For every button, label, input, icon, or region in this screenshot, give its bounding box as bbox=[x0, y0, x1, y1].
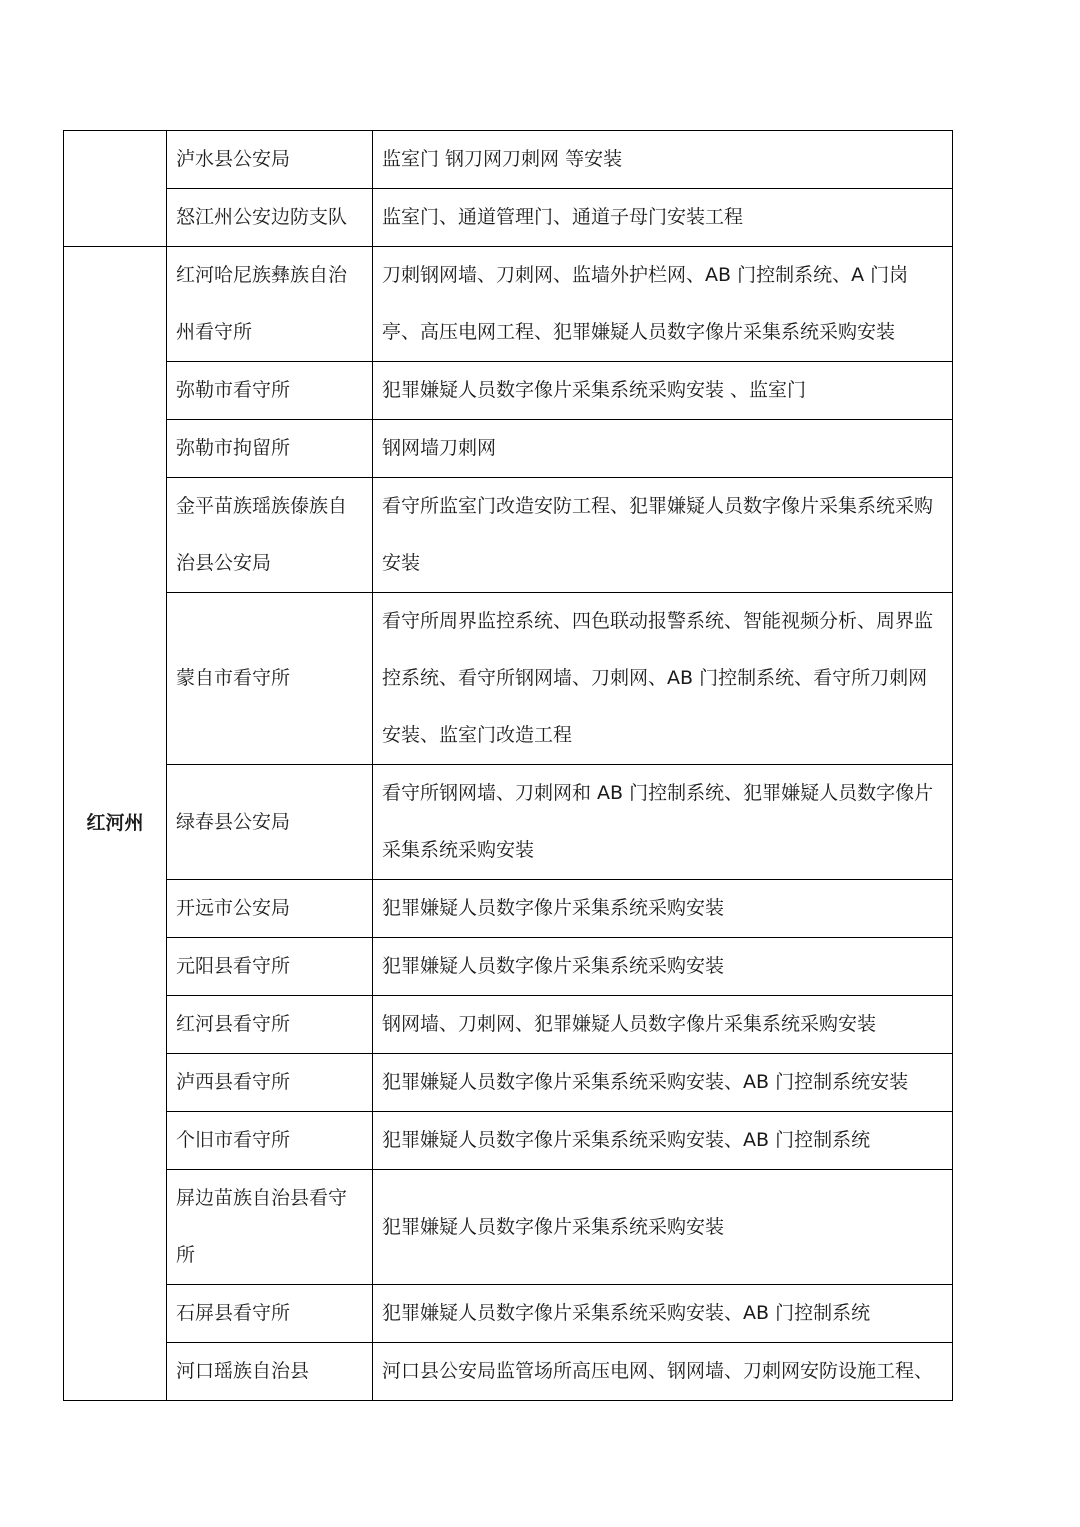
project-cell: 监室门、通道管理门、通道子母门安装工程 bbox=[373, 189, 953, 247]
table-row bbox=[64, 593, 953, 765]
project-cell: 看守所监室门改造安防工程、犯罪嫌疑人员数字像片采集系统采购安装 bbox=[373, 478, 953, 593]
unit-cell: 弥勒市拘留所 bbox=[167, 420, 373, 478]
unit-cell: 泸西县看守所 bbox=[167, 1054, 373, 1112]
table-row bbox=[64, 1170, 953, 1285]
unit-cell: 绿春县公安局 bbox=[167, 765, 373, 880]
unit-cell: 怒江州公安边防支队 bbox=[167, 189, 373, 247]
unit-cell: 石屏县看守所 bbox=[167, 1285, 373, 1343]
table-row bbox=[64, 1112, 953, 1170]
table-row bbox=[64, 1343, 953, 1401]
table-row bbox=[64, 880, 953, 938]
unit-cell: 金平苗族瑶族傣族自治县公安局 bbox=[167, 478, 373, 593]
unit-cell: 开远市公安局 bbox=[167, 880, 373, 938]
unit-cell: 河口瑶族自治县 bbox=[167, 1343, 373, 1401]
table-row bbox=[64, 996, 953, 1054]
unit-cell: 红河县看守所 bbox=[167, 996, 373, 1054]
unit-cell: 弥勒市看守所 bbox=[167, 362, 373, 420]
unit-cell: 元阳县看守所 bbox=[167, 938, 373, 996]
table-row bbox=[64, 938, 953, 996]
region-cell-previous bbox=[64, 131, 167, 247]
table-row bbox=[64, 189, 953, 247]
project-cell: 犯罪嫌疑人员数字像片采集系统采购安装、AB 门控制系统安装 bbox=[373, 1054, 953, 1112]
unit-cell: 红河哈尼族彝族自治州看守所 bbox=[167, 247, 373, 362]
table-row bbox=[64, 131, 953, 189]
unit-cell: 泸水县公安局 bbox=[167, 131, 373, 189]
unit-cell: 个旧市看守所 bbox=[167, 1112, 373, 1170]
table-row bbox=[64, 420, 953, 478]
table-row bbox=[64, 765, 953, 880]
project-table bbox=[63, 130, 953, 1401]
table-row bbox=[64, 1285, 953, 1343]
table-row bbox=[64, 478, 953, 593]
unit-cell: 蒙自市看守所 bbox=[167, 593, 373, 765]
project-cell: 看守所钢网墙、刀刺网和 AB 门控制系统、犯罪嫌疑人员数字像片采集系统采购安装 bbox=[373, 765, 953, 880]
project-cell: 犯罪嫌疑人员数字像片采集系统采购安装 、监室门 bbox=[373, 362, 953, 420]
project-cell: 看守所周界监控系统、四色联动报警系统、智能视频分析、周界监控系统、看守所钢网墙、刀刺网、AB 门控制系统、看守所刀刺网安装、监室门改造工程 bbox=[373, 593, 953, 765]
project-cell: 犯罪嫌疑人员数字像片采集系统采购安装、AB 门控制系统 bbox=[373, 1112, 953, 1170]
project-cell: 犯罪嫌疑人员数字像片采集系统采购安装 bbox=[373, 938, 953, 996]
project-cell: 监室门 钢刀网刀刺网 等安装 bbox=[373, 131, 953, 189]
project-cell: 犯罪嫌疑人员数字像片采集系统采购安装、AB 门控制系统 bbox=[373, 1285, 953, 1343]
unit-cell: 屏边苗族自治县看守所 bbox=[167, 1170, 373, 1285]
project-cell: 犯罪嫌疑人员数字像片采集系统采购安装 bbox=[373, 880, 953, 938]
project-cell: 河口县公安局监管场所高压电网、钢网墙、刀刺网安防设施工程、 bbox=[373, 1343, 953, 1401]
project-cell: 刀刺钢网墙、刀刺网、监墙外护栏网、AB 门控制系统、A 门岗亭、高压电网工程、犯罪嫌疑人员数字像片采集系统采购安装 bbox=[373, 247, 953, 362]
table-row bbox=[64, 1054, 953, 1112]
project-cell: 钢网墙、刀刺网、犯罪嫌疑人员数字像片采集系统采购安装 bbox=[373, 996, 953, 1054]
project-cell: 钢网墙刀刺网 bbox=[373, 420, 953, 478]
project-cell: 犯罪嫌疑人员数字像片采集系统采购安装 bbox=[373, 1170, 953, 1285]
region-cell: 红河州 bbox=[64, 247, 167, 1401]
table-row bbox=[64, 362, 953, 420]
table-row bbox=[64, 247, 953, 362]
